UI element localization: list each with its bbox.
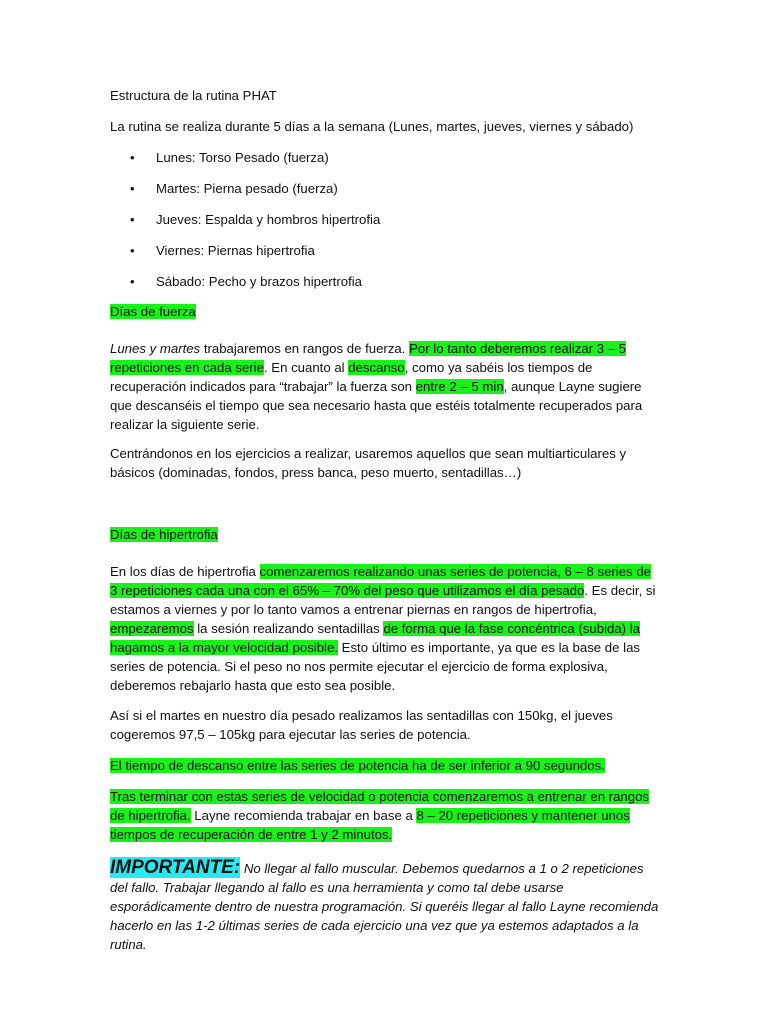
list-item: • Martes: Pierna pesado (fuerza) — [110, 179, 630, 210]
document-title: Estructura de la rutina PHAT — [110, 88, 277, 103]
list-item: • Lunes: Torso Pesado (fuerza) — [110, 148, 630, 179]
days-list — [110, 148, 630, 303]
highlight: Tras terminar con estas series de velocidad o potencia comenzaremos a entrenar en rangos de hipertrofia. — [110, 789, 650, 823]
hypertrophy-paragraph-1: En los días de hipertrofia comenzaremos realizando unas series de potencia, 6 – 8 series de 3 repeticiones cada una con el 65% – 70% del peso que utilizamos el día pesado. Es decir, si estamos a viernes y por lo tanto vamos a entrenar piernas en rangos de hipertrofia, empezaremos la sesión realizando sentadillas de forma que la fase concéntrica (subida) la hagamos a la mayor velocidad posible. Esto último es importante, ya que es la base de las series de potencia. Si el peso no nos permite ejecutar el ejercicio de forma explosiva, deberemos rebajarlo hasta que esto sea posible. — [110, 564, 656, 693]
hypertrophy-paragraph-2: Así si el martes en nuestro día pesado realizamos las sentadillas con 150kg, el jueves cogeremos 97,5 – 105kg para ejecutar las series de potencia. — [110, 708, 613, 742]
list-item: • Viernes: Piernas hipertrofia — [110, 241, 630, 272]
important-text: No llegar al fallo muscular. Debemos quedarnos a 1 o 2 repeticiones del fallo. Trabajar llegando al fallo es una herramienta y como tal debe usarse esporádicamente dentro de nuestra programación. Si queréis llegar al fallo Layne recomienda hacerlo en las 1-2 últimas series de cada ejercicio una vez que ya estemos adaptados a la rutina. — [110, 861, 659, 952]
list-item: • Sábado: Pecho y brazos hipertrofia — [110, 272, 630, 303]
hypertrophy-heading-text: Días de hipertrofia — [110, 527, 218, 542]
list-item: • Jueves: Espalda y hombros hipertrofia — [110, 210, 630, 241]
hypertrophy-paragraph-3 — [110, 756, 658, 775]
highlight: 8 – 20 repeticiones y mantener unos tiempos de recuperación de entre 1 y 2 minutos. — [110, 808, 630, 842]
days-emphasis: Lunes y martes — [110, 341, 201, 356]
strength-paragraph-2: Centrándonos en los ejercicios a realizar, usaremos aquellos que sean multiarticulares y básicos (dominadas, fondos, press banca, peso muerto, sentadillas…) — [110, 446, 627, 480]
strength-paragraph-1: Lunes y martes trabajaremos en rangos de fuerza. Por lo tanto deberemos realizar 3 – 5 repeticiones en cada serie. En cuanto al descanso, como ya sabéis los tiempos de recuperación indicados para “trabajar” la fuerza son entre 2 – 5 min, aunque Layne sugiere que descanséis el tiempo que sea necesario hasta que estéis totalmente recuperados para realizar la siguiente serie. — [110, 341, 643, 432]
strength-heading-text: Días de fuerza — [110, 304, 196, 319]
highlight: Por lo tanto deberemos realizar 3 – 5 repeticiones en cada serie — [110, 341, 627, 375]
highlight: comenzaremos realizando unas series de potencia, 6 – 8 series de 3 repeticiones cada una con el 65% – 70% del peso que utilizamos el día pesado — [110, 564, 651, 598]
hypertrophy-heading — [110, 525, 658, 544]
intro-paragraph: La rutina se realiza durante 5 días a la semana (Lunes, martes, jueves, viernes y sábado) — [110, 119, 634, 134]
highlight: El tiempo de descanso entre las series de potencia ha de ser inferior a 90 segundos. — [110, 758, 605, 773]
highlight: descanso — [348, 360, 405, 375]
highlight: de forma que la fase concéntrica (subida) la hagamos a la mayor velocidad posible. — [110, 621, 641, 655]
highlight: empezaremos — [110, 621, 194, 636]
strength-heading — [110, 302, 658, 321]
important-paragraph — [110, 858, 660, 954]
hypertrophy-paragraph-4: Tras terminar con estas series de velocidad o potencia comenzaremos a entrenar en rangos de hipertrofia. Layne recomienda trabajar en base a 8 – 20 repeticiones y mantener unos tiempos de recuperación de entre 1 y 2 minutos. — [110, 789, 650, 842]
highlight: entre 2 – 5 min — [415, 379, 504, 394]
important-label: IMPORTANTE: — [110, 857, 241, 878]
